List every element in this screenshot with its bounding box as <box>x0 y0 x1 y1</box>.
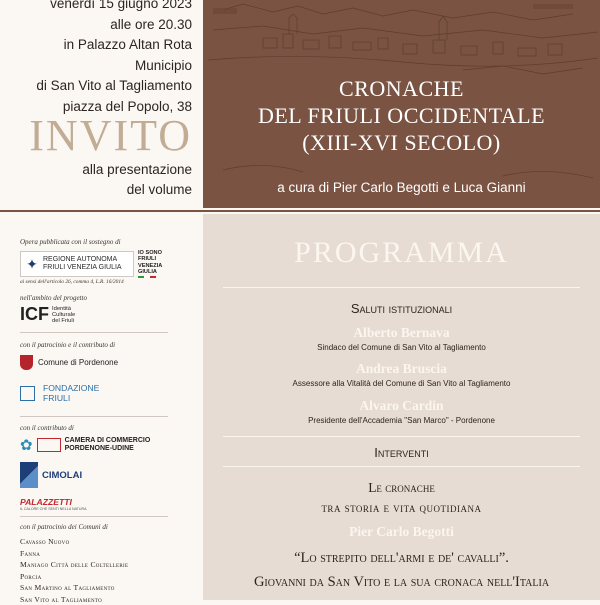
comune-item: Fanna <box>20 548 128 560</box>
camera-commercio-logo <box>20 436 150 454</box>
eagle-icon: ✦ <box>21 256 43 273</box>
talk2-subtitle: Giovanni da San Vito e la sua cronaca nell'Italia <box>203 574 600 591</box>
comuni-list <box>20 536 128 605</box>
sidebar-divider <box>20 416 168 417</box>
fondazione-text <box>43 384 99 403</box>
shield-icon <box>20 355 33 370</box>
cimolai-logo <box>20 462 82 488</box>
contributo-label: con il contributo di <box>20 424 74 432</box>
progetto-label: nell'ambito del progetto <box>20 294 87 302</box>
cimolai-icon <box>20 462 38 488</box>
speaker-name: Alvaro Cardin <box>203 398 600 414</box>
book-title-line3: (XIII-XVI SECOLO) <box>203 129 600 156</box>
sidebar-divider <box>20 516 168 517</box>
comuni-intro: con il patrocinio dei Comuni di <box>20 523 108 531</box>
regione-line2: FRIULI VENEZIA GIULIA <box>43 264 122 272</box>
event-info <box>0 0 200 208</box>
programma-panel <box>203 214 600 600</box>
invito-heading: INVITO <box>29 114 192 158</box>
icf-logo <box>20 304 75 325</box>
speaker-name: Andrea Bruscia <box>203 361 600 377</box>
talk2-title: “Lo strepito dell'armi e de' cavalli”. <box>203 550 600 567</box>
event-venue-2: Municipio <box>36 56 192 77</box>
iosono-logo <box>138 250 178 278</box>
palazzetti-text: PALAZZETTI <box>20 497 87 507</box>
event-date: venerdì 15 giugno 2023 <box>36 0 192 15</box>
event-address: piazza del Popolo, 38 <box>36 97 192 118</box>
speaker-role: Sindaco del Comune di San Vito al Tagliamento <box>203 343 600 352</box>
palazzetti-logo <box>20 497 87 511</box>
fondazione-line1: FONDAZIONE <box>43 384 99 394</box>
talk1-speaker: Pier Carlo Begotti <box>203 524 600 540</box>
event-details <box>36 0 192 117</box>
fondazione-friuli-logo <box>20 384 99 403</box>
icf-sub-line1: Identità <box>52 306 75 312</box>
talk1-title: Le cronache <box>203 480 600 496</box>
flower-icon: ✿ <box>20 436 33 454</box>
regione-line1: REGIONE AUTONOMA <box>43 256 122 264</box>
book-title-line1: CRONACHE <box>203 75 600 102</box>
iosono-line2: FRIULI <box>138 256 178 262</box>
patrocinio-label: con il patrocinio e il contributo di <box>20 341 115 349</box>
legge-label: ai sensi dell'articolo 26, comma 4, L.R. 16/2014 <box>20 279 124 285</box>
invito-sub-line1: alla presentazione <box>82 160 192 180</box>
comune-item: Cavasso Nuovo <box>20 536 128 548</box>
icf-sub-line2: Culturale <box>52 312 75 318</box>
event-venue: in Palazzo Altan Rota <box>36 35 192 56</box>
book-title-line2: DEL FRIULI OCCIDENTALE <box>203 102 600 129</box>
programma-divider <box>223 466 580 467</box>
invito-sub-line2: del volume <box>82 180 192 200</box>
book-curators: a cura di Pier Carlo Begotti e Luca Gianni <box>203 180 600 195</box>
book-hero <box>203 0 600 208</box>
programma-divider <box>223 436 580 437</box>
icf-subtext <box>52 306 75 324</box>
iosono-line1: IO SONO <box>138 250 178 256</box>
comune-pordenone-logo <box>20 355 118 370</box>
camera-text <box>65 437 151 453</box>
camera-line1: CAMERA DI COMMERCIO <box>65 437 151 445</box>
flag-icon <box>138 276 156 278</box>
fondazione-icon <box>20 386 35 401</box>
icf-sub-line3: del Friuli <box>52 318 75 324</box>
speaker-role: Presidente dell'Accademia "San Marco" - Pordenone <box>203 416 600 425</box>
cimolai-text: CIMOLAI <box>42 470 82 481</box>
comune-item: San Vito al Tagliamento <box>20 594 128 605</box>
horizontal-divider <box>0 210 600 212</box>
iosono-line4: GIULIA <box>138 269 178 275</box>
event-time: alle ore 20.30 <box>36 15 192 36</box>
camera-line2: PORDENONE-UDINE <box>65 445 151 453</box>
programma-title: PROGRAMMA <box>203 236 600 270</box>
comune-item: Porcia <box>20 571 128 583</box>
comune-item: San Martino al Tagliamento <box>20 582 128 594</box>
speaker-name: Alberto Bernava <box>203 325 600 341</box>
comune-item: Maniago Città delle Coltellerie <box>20 559 128 571</box>
talk1-subtitle: tra storia e vita quotidiana <box>203 501 600 516</box>
sidebar-divider <box>20 332 168 333</box>
event-town: di San Vito al Tagliamento <box>36 76 192 97</box>
icf-mark: ICF <box>20 304 49 325</box>
saluti-heading: Saluti istituzionali <box>203 301 600 316</box>
sostegno-label: Opera pubblicata con il sostegno di <box>20 238 121 246</box>
comune-pordenone-text: Comune di Pordenone <box>38 358 118 367</box>
speaker-role: Assessore alla Vitalità del Comune di San Vito al Tagliamento <box>203 379 600 388</box>
fondazione-line2: FRIULI <box>43 394 99 404</box>
interventi-heading: Interventi <box>203 445 600 460</box>
book-title <box>203 75 600 156</box>
palazzetti-tagline: IL CALORE CHE SENTI NELLA NATURA <box>20 507 87 511</box>
building-icon <box>37 438 61 452</box>
regione-text <box>43 256 122 272</box>
invito-subtitle <box>82 160 192 200</box>
regione-logo <box>20 251 134 277</box>
iosono-line3: VENEZIA <box>138 263 178 269</box>
programma-divider <box>223 287 580 288</box>
